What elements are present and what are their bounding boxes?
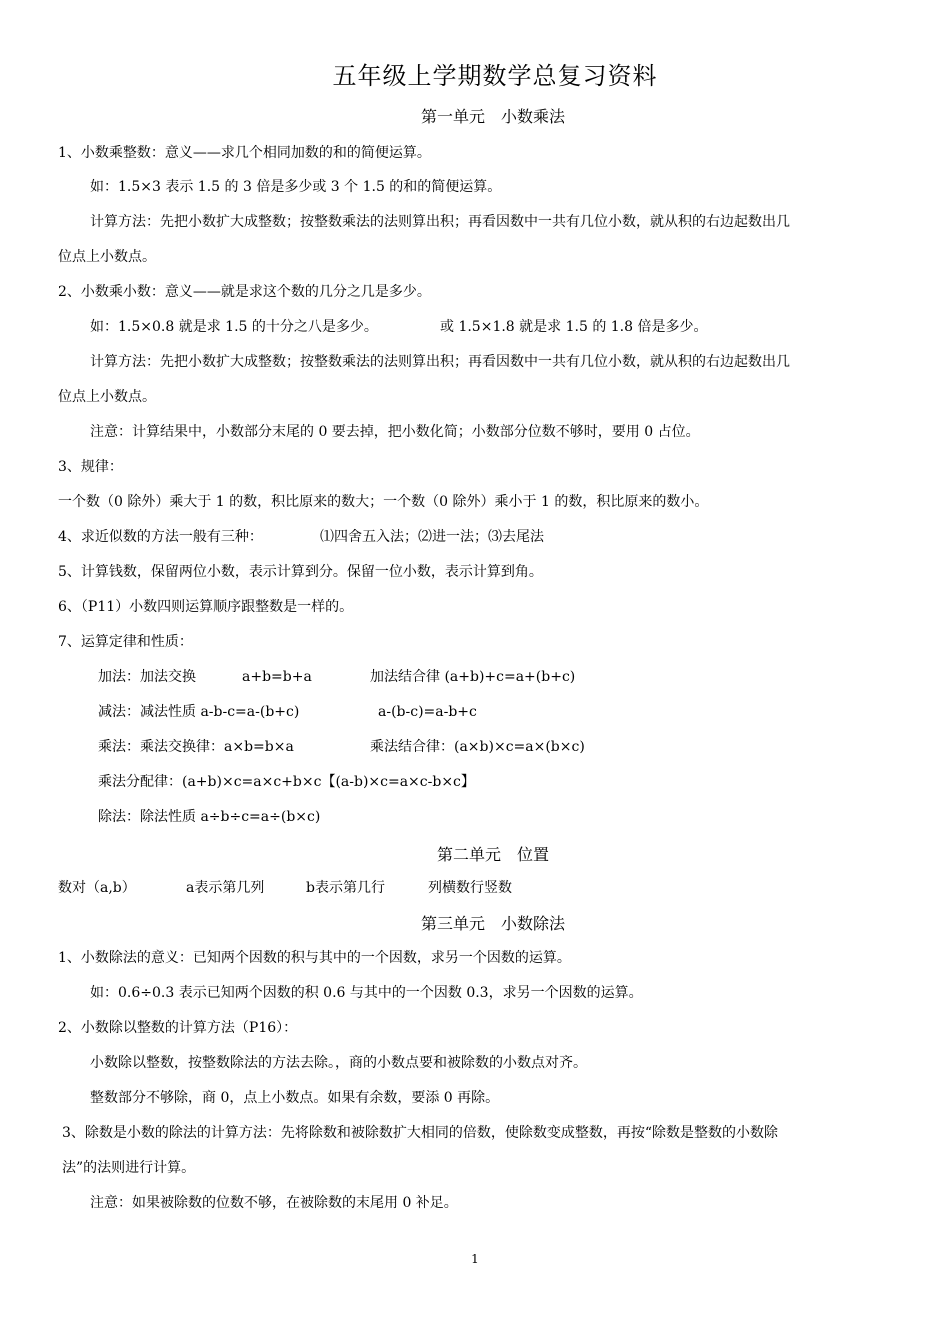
unit3-heading: 第三单元 小数除法 [420,914,565,933]
multiplication-commutative: 乘法：乘法交换律：a×b=b×a [98,739,294,755]
unit1-item-3-rule: 一个数（0 除外）乘大于 1 的数，积比原来的数大；一个数（0 除外）乘小于 1 的数，积比原来的数小。 [58,494,709,510]
unit3-item-3-line2: 法”的法则进行计算。 [62,1160,196,1176]
addition-associative: 加法结合律 (a+b)+c=a+(b+c) [370,669,576,685]
unit3-item-1-example: 如：0.6÷0.3 表示已知两个因数的积 0.6 与其中的一个因数 0.3，求另一个因数的运算。 [90,985,643,1001]
unit1-heading: 第一单元 小数乘法 [420,107,565,126]
coordinate-tip: 列横数行竖数 [428,880,512,896]
addition-commutative-formula: a+b=b+a [242,669,312,685]
unit1-item-2-example-b: 或 1.5×1.8 就是求 1.5 的 1.8 倍是多少。 [440,319,708,335]
unit2-heading: 第二单元 位置 [436,845,549,864]
unit1-item-1-method-line2: 位点上小数点。 [58,249,156,265]
unit3-item-1: 1、小数除法的意义：已知两个因数的积与其中的一个因数，求另一个因数的运算。 [58,950,571,966]
unit3-item-2-rule-b: 整数部分不够除，商 0，点上小数点。如果有余数，要添 0 再除。 [90,1090,500,1106]
coordinate-a-meaning: a表示第几列 [186,880,265,896]
page-number: 1 [471,1252,479,1266]
subtraction-property: 减法：减法性质 a-b-c=a-(b+c) [98,704,300,720]
unit1-item-2: 2、小数乘小数：意义——就是求这个数的几分之几是多少。 [58,284,431,300]
unit1-item-1-example: 如：1.5×3 表示 1.5 的 3 倍是多少或 3 个 1.5 的和的简便运算。 [90,179,502,195]
unit3-item-3-line1: 3、除数是小数的除法的计算方法：先将除数和被除数扩大相同的倍数，使除数变成整数，再按“除数是整数的小数除 [62,1125,779,1141]
unit1-item-2-example-a: 如：1.5×0.8 就是求 1.5 的十分之八是多少。 [90,319,378,335]
unit1-item-1: 1、小数乘整数：意义——求几个相同加数的和的简便运算。 [58,145,431,161]
unit1-item-2-note: 注意：计算结果中，小数部分末尾的 0 要去掉，把小数化简；小数部分位数不够时，要用 0 占位。 [90,424,700,440]
unit1-item-7: 7、运算定律和性质： [58,634,193,650]
addition-commutative-label: 加法：加法交换 [98,669,196,685]
unit1-item-2-method-line1: 计算方法：先把小数扩大成整数；按整数乘法的法则算出积；再看因数中一共有几位小数，就从积的右边起数出几 [90,354,790,370]
division-property: 除法：除法性质 a÷b÷c=a÷(b×c) [98,809,321,825]
unit1-item-1-method-line1: 计算方法：先把小数扩大成整数；按整数乘法的法则算出积；再看因数中一共有几位小数，就从积的右边起数出几 [90,214,790,230]
unit3-item-3-note: 注意：如果被除数的位数不够，在被除数的末尾用 0 补足。 [90,1195,458,1211]
unit3-item-2-rule-a: 小数除以整数，按整数除法的方法去除。，商的小数点要和被除数的小数点对齐。 [90,1055,587,1071]
unit1-item-3: 3、规律： [58,459,123,475]
unit1-item-2-method-line2: 位点上小数点。 [58,389,156,405]
unit1-item-4-methods: ⑴四舍五入法；⑵进一法；⑶去尾法 [320,529,544,545]
coordinate-b-meaning: b表示第几行 [306,880,385,896]
unit3-item-2: 2、小数除以整数的计算方法（P16）： [58,1020,298,1036]
coordinate-pair: 数对（a,b） [58,880,136,896]
subtraction-property-2: a-(b-c)=a-b+c [378,704,477,720]
multiplication-associative: 乘法结合律：(a×b)×c=a×(b×c) [370,739,585,755]
unit1-item-5: 5、计算钱数，保留两位小数，表示计算到分。保留一位小数，表示计算到角。 [58,564,543,580]
unit1-item-6: 6、（P11）小数四则运算顺序跟整数是一样的。 [58,599,354,615]
document-title: 五年级上学期数学总复习资料 [332,62,658,90]
unit1-item-4: 4、求近似数的方法一般有三种： [58,529,263,545]
multiplication-distributive: 乘法分配律：(a+b)×c=a×c+b×c【(a-b)×c=a×c-b×c】 [98,774,475,790]
